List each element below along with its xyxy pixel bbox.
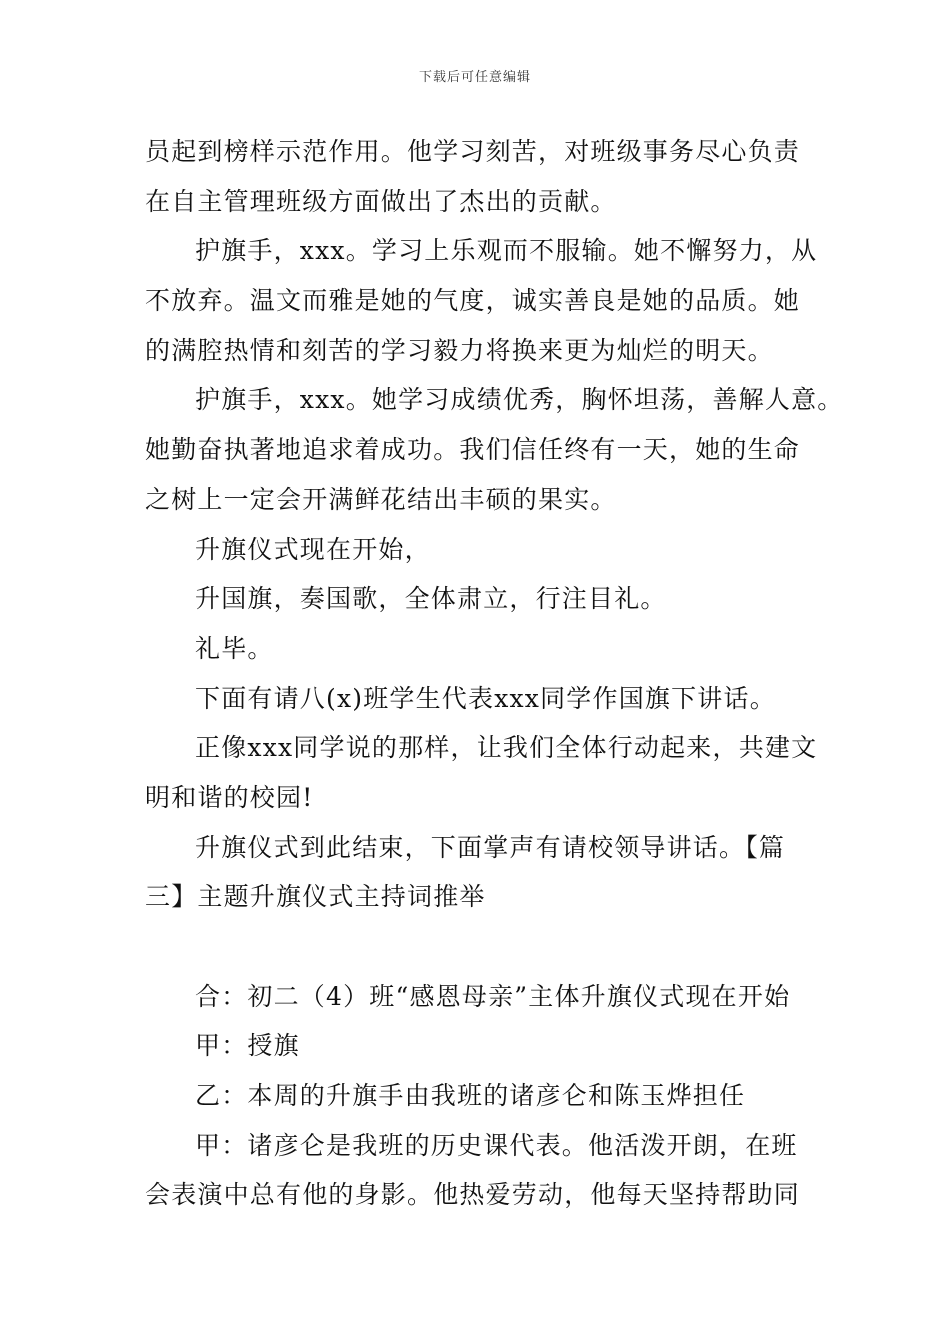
- text-line: 会表演中总有他的身影。他热爱劳动，他每天坚持帮助同: [145, 1180, 801, 1210]
- blank-line: [145, 922, 815, 972]
- text-line: 升旗仪式现在开始，: [195, 534, 431, 564]
- text-line: 礼毕。: [195, 633, 274, 663]
- document-body: [145, 127, 844, 1220]
- text-line: 的满腔热情和刻苦的学习毅力将换来更为灿烂的明天。: [145, 335, 774, 365]
- text-line: 升旗仪式到此结束，下面掌声有请校领导讲话。【篇: [195, 832, 786, 862]
- text-line: 护旗手，xxx。学习上乐观而不服输。她不懈努力，从: [195, 236, 818, 266]
- text-line: 她勤奋执著地追求着成功。我们信任终有一天，她的生命: [145, 435, 801, 465]
- text-line: 不放弃。温文而雅是她的气度，诚实善良是她的品质。她: [145, 286, 801, 316]
- text-line: 甲：诸彦仑是我班的历史课代表。他活泼开朗，在班: [195, 1130, 798, 1160]
- text-line: 在自主管理班级方面做出了杰出的贡献。: [145, 186, 617, 216]
- text-line: 三】主题升旗仪式主持词推举: [145, 882, 486, 912]
- text-line: 明和谐的校园!: [145, 782, 314, 812]
- text-line: 员起到榜样示范作用。他学习刻苦，对班级事务尽心负责: [145, 137, 801, 166]
- text-line: 护旗手，xxx。她学习成绩优秀，胸怀坦荡，善解人意。: [195, 385, 844, 415]
- text-line: 正像xxx同学说的那样，让我们全体行动起来，共建文: [195, 733, 818, 763]
- text-line: 甲：授旗: [195, 1031, 300, 1061]
- text-line: 下面有请八(x)班学生代表xxx同学作国旗下讲话。: [195, 683, 776, 713]
- text-line: 乙：本周的升旗手由我班的诸彦仑和陈玉烨担任: [195, 1081, 746, 1111]
- text-line: 之树上一定会开满鲜花结出丰硕的果实。: [145, 484, 617, 514]
- text-line: 合：初二（4）班“感恩母亲”主体升旗仪式现在开始: [195, 981, 791, 1011]
- page-header-note: 下载后可任意编辑: [418, 70, 531, 85]
- text-line: 升国旗，奏国歌，全体肃立，行注目礼。: [195, 584, 667, 614]
